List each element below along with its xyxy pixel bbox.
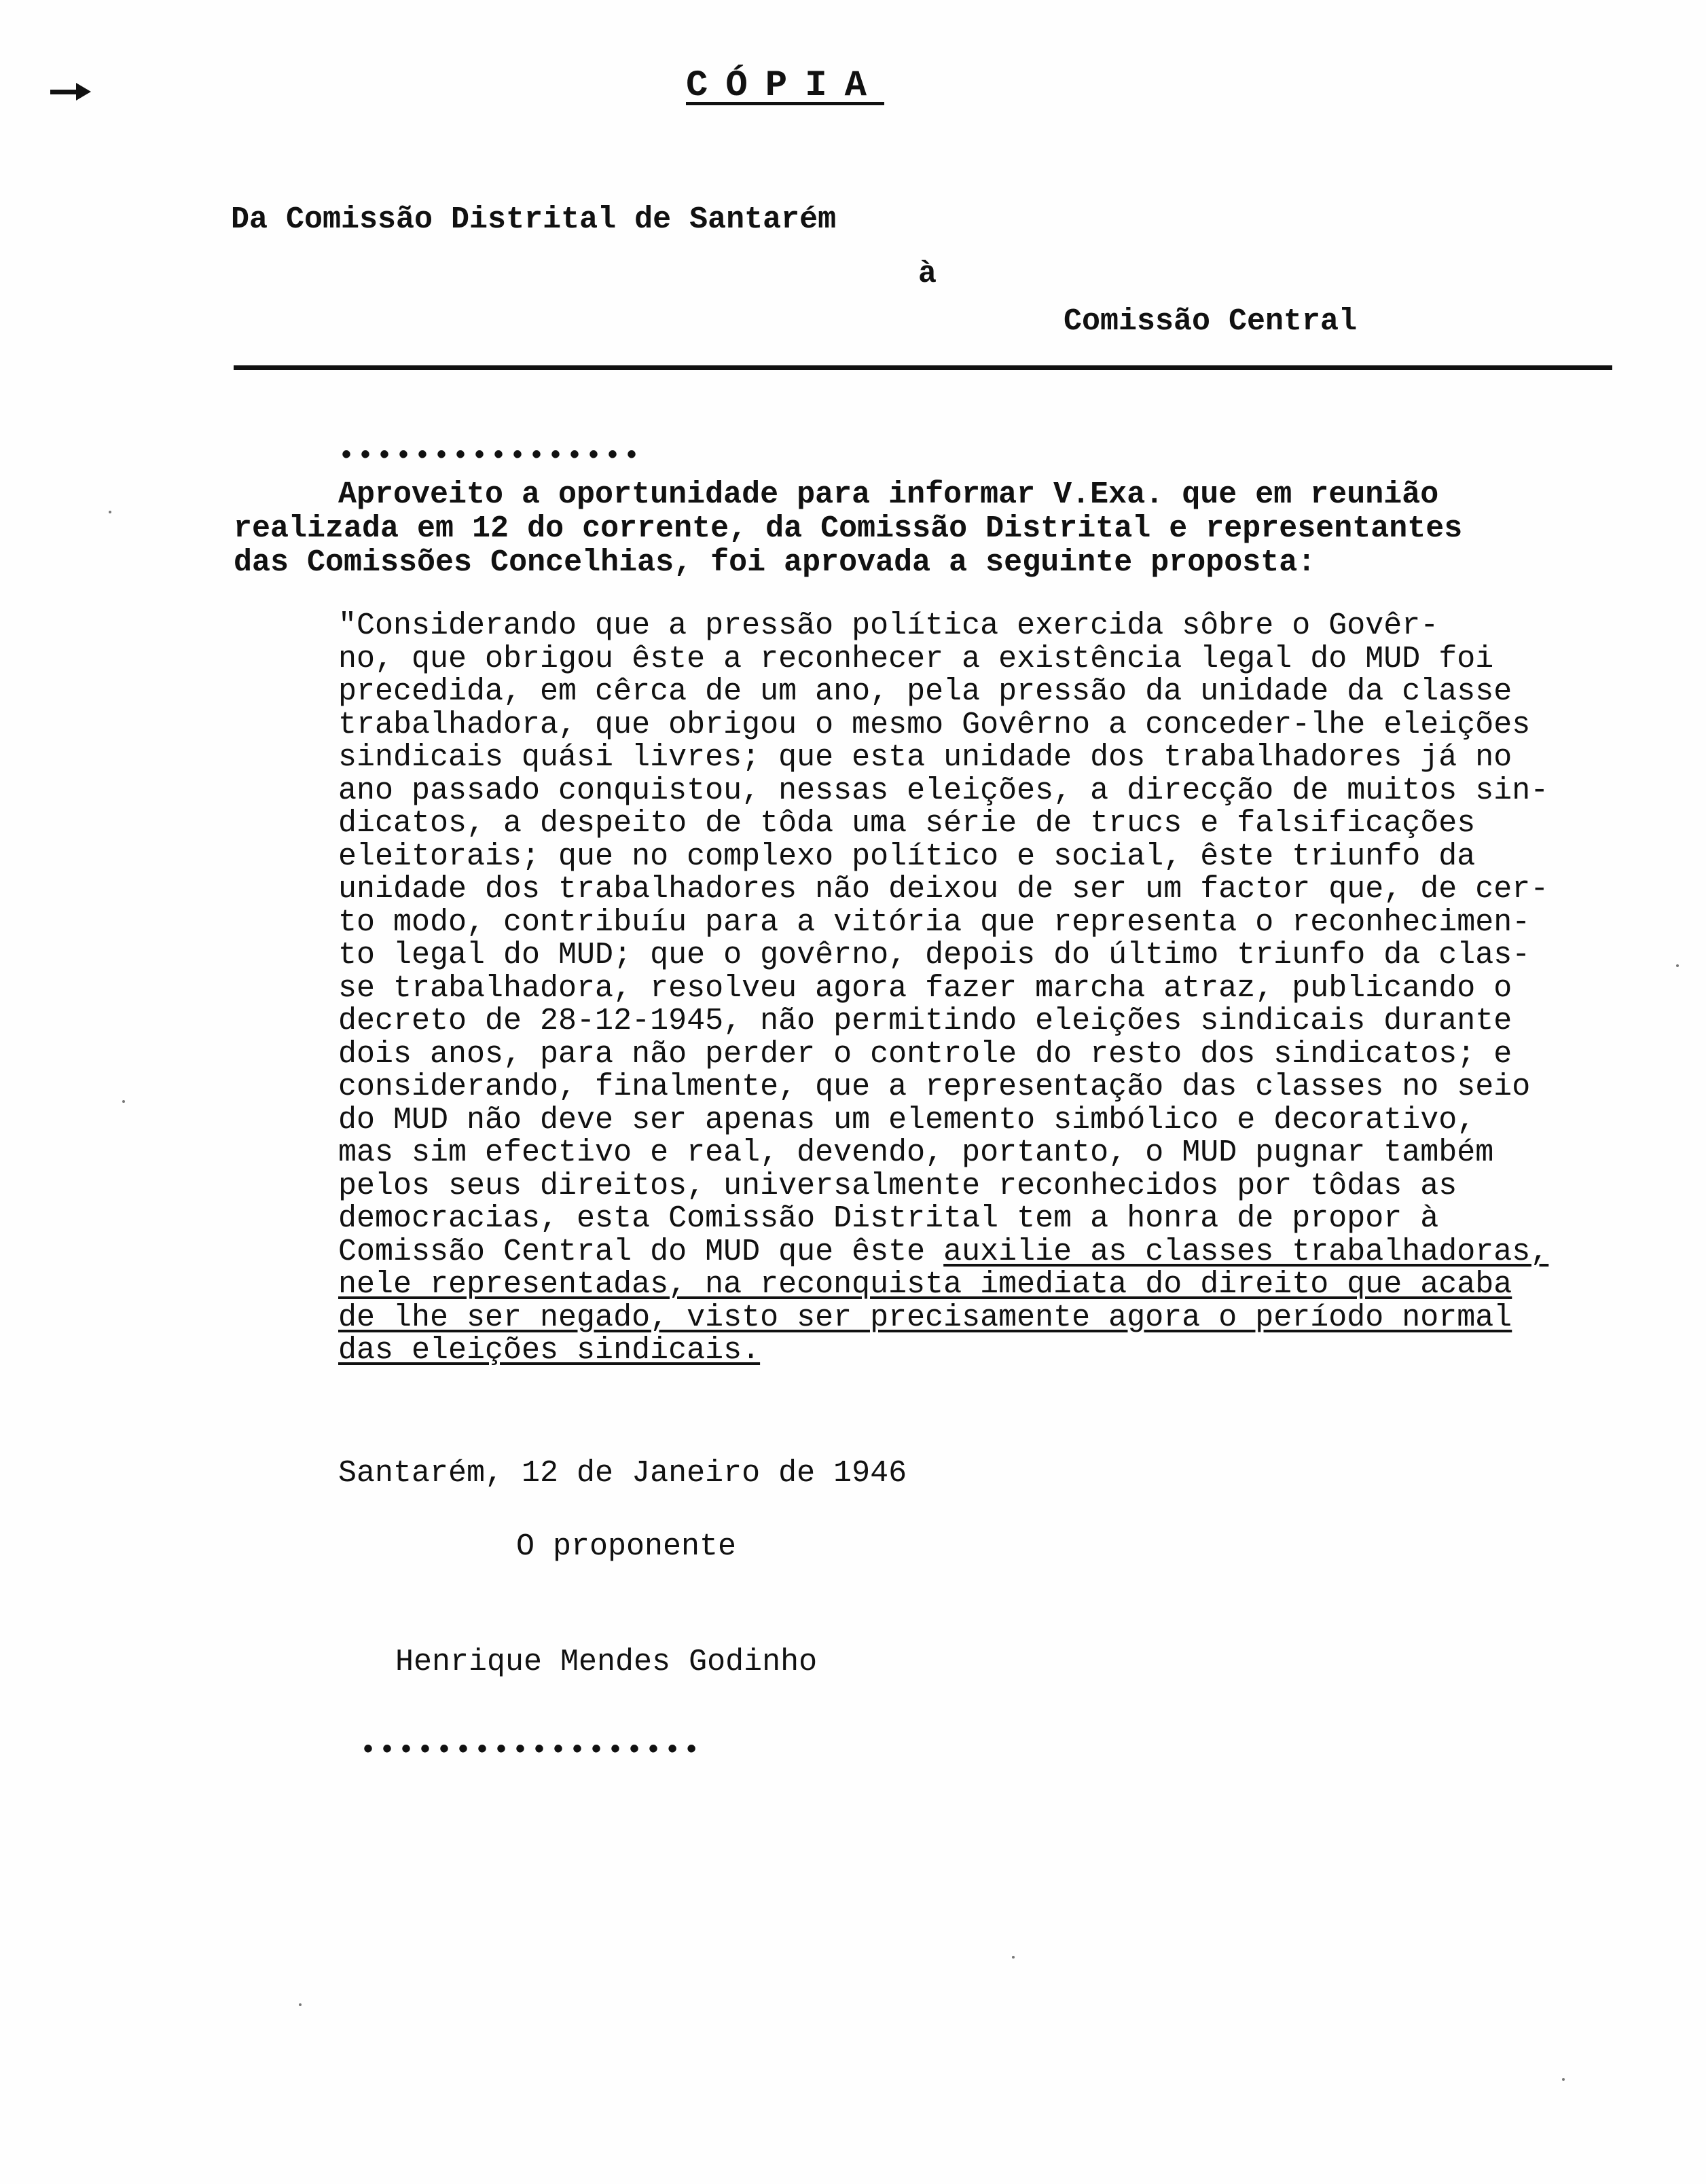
intro-line: Aproveito a oportunidade para informar V.Exa. que em reunião — [338, 477, 1439, 512]
scan-speck — [109, 511, 111, 513]
intro-paragraph — [234, 478, 1633, 580]
recipient-line: Comissão Central — [1064, 304, 1358, 339]
to-preposition: à — [918, 257, 937, 291]
proposal-line: unidade dos trabalhadores não deixou de ser um factor que, de cer- — [338, 872, 1549, 907]
ellipsis-dots-top: •••••••••••••••• — [338, 441, 643, 472]
proposal-line: "Considerando que a pressão política exercida sôbre o Govêr- — [338, 608, 1439, 643]
proposal-line: precedida, em cêrca de um ano, pela pressão da unidade da classe — [338, 674, 1512, 709]
proposal-line: to modo, contribuíu para a vitória que representa o reconhecimen- — [338, 905, 1531, 940]
scan-speck — [1562, 2078, 1565, 2081]
proposal-line: sindicais quási livres; que esta unidade dos trabalhadores já no — [338, 740, 1512, 775]
proposal-line: ano passado conquistou, nessas eleições, a direcção de muitos sin- — [338, 773, 1549, 808]
scan-speck — [1012, 1956, 1015, 1959]
proposal-line: democracias, esta Comissão Distrital tem a honra de propor à — [338, 1201, 1439, 1236]
proposal-line: pelos seus direitos, universalmente reconhecidos por tôdas as — [338, 1168, 1457, 1203]
intro-line: realizada em 12 do corrente, da Comissão Distrital e representantes — [234, 511, 1463, 546]
proposal-line — [338, 1236, 1663, 1269]
proposal-line: dicatos, a despeito de tôda uma série de trucs e falsificações — [338, 806, 1476, 841]
separator-rule — [234, 365, 1612, 370]
place-and-date: Santarém, 12 de Janeiro de 1946 — [338, 1456, 907, 1491]
proposal-line: do MUD não deve ser apenas um elemento simbólico e decorativo, — [338, 1102, 1476, 1138]
proposal-line: considerando, finalmente, que a representação das classes no seio — [338, 1070, 1531, 1104]
proposal-paragraph — [338, 610, 1663, 1368]
underlined-proposal-line: nele representadas, na reconquista imediata do direito que acaba — [338, 1267, 1512, 1302]
underlined-proposal-line: das eleições sindicais. — [338, 1333, 761, 1368]
scan-speck — [122, 1100, 125, 1103]
document-heading: CÓPIA — [686, 65, 885, 107]
proposal-line: trabalhadora, que obrigou o mesmo Govêrno a conceder-lhe eleições — [338, 707, 1531, 742]
proposal-line: to legal do MUD; que o govêrno, depois do último triunfo da clas- — [338, 938, 1531, 972]
scan-speck — [1676, 964, 1679, 967]
proposal-line: se trabalhadora, resolveu agora fazer marcha atraz, publicando o — [338, 970, 1512, 1006]
arrow-mark-icon — [49, 80, 92, 103]
proposal-line-part: Comissão Central do MUD que êste — [338, 1234, 944, 1269]
scan-speck — [299, 2003, 302, 2006]
proposal-line: decreto de 28-12-1945, não permitindo eleições sindicais durante — [338, 1004, 1512, 1038]
proposal-line: eleitorais; que no complexo político e social, êste triunfo da — [338, 839, 1476, 874]
proposal-line: dois anos, para não perder o controle do resto dos sindicatos; e — [338, 1036, 1512, 1072]
proponent-label: O proponente — [516, 1529, 737, 1564]
signer-name: Henrique Mendes Godinho — [395, 1645, 818, 1679]
underlined-text: auxilie as classes trabalhadoras, — [943, 1234, 1549, 1269]
underlined-proposal-line: de lhe ser negado, visto ser precisamente agora o período normal — [338, 1300, 1512, 1335]
sender-line: Da Comissão Distrital de Santarém — [231, 202, 837, 237]
proposal-line: mas sim efectivo e real, devendo, portanto, o MUD pugnar também — [338, 1135, 1494, 1170]
proposal-line: no, que obrigou êste a reconhecer a existência legal do MUD foi — [338, 641, 1494, 676]
ellipsis-dots-bottom: •••••••••••••••••• — [360, 1736, 703, 1766]
intro-line: das Comissões Concelhias, foi aprovada a seguinte proposta: — [234, 545, 1316, 580]
